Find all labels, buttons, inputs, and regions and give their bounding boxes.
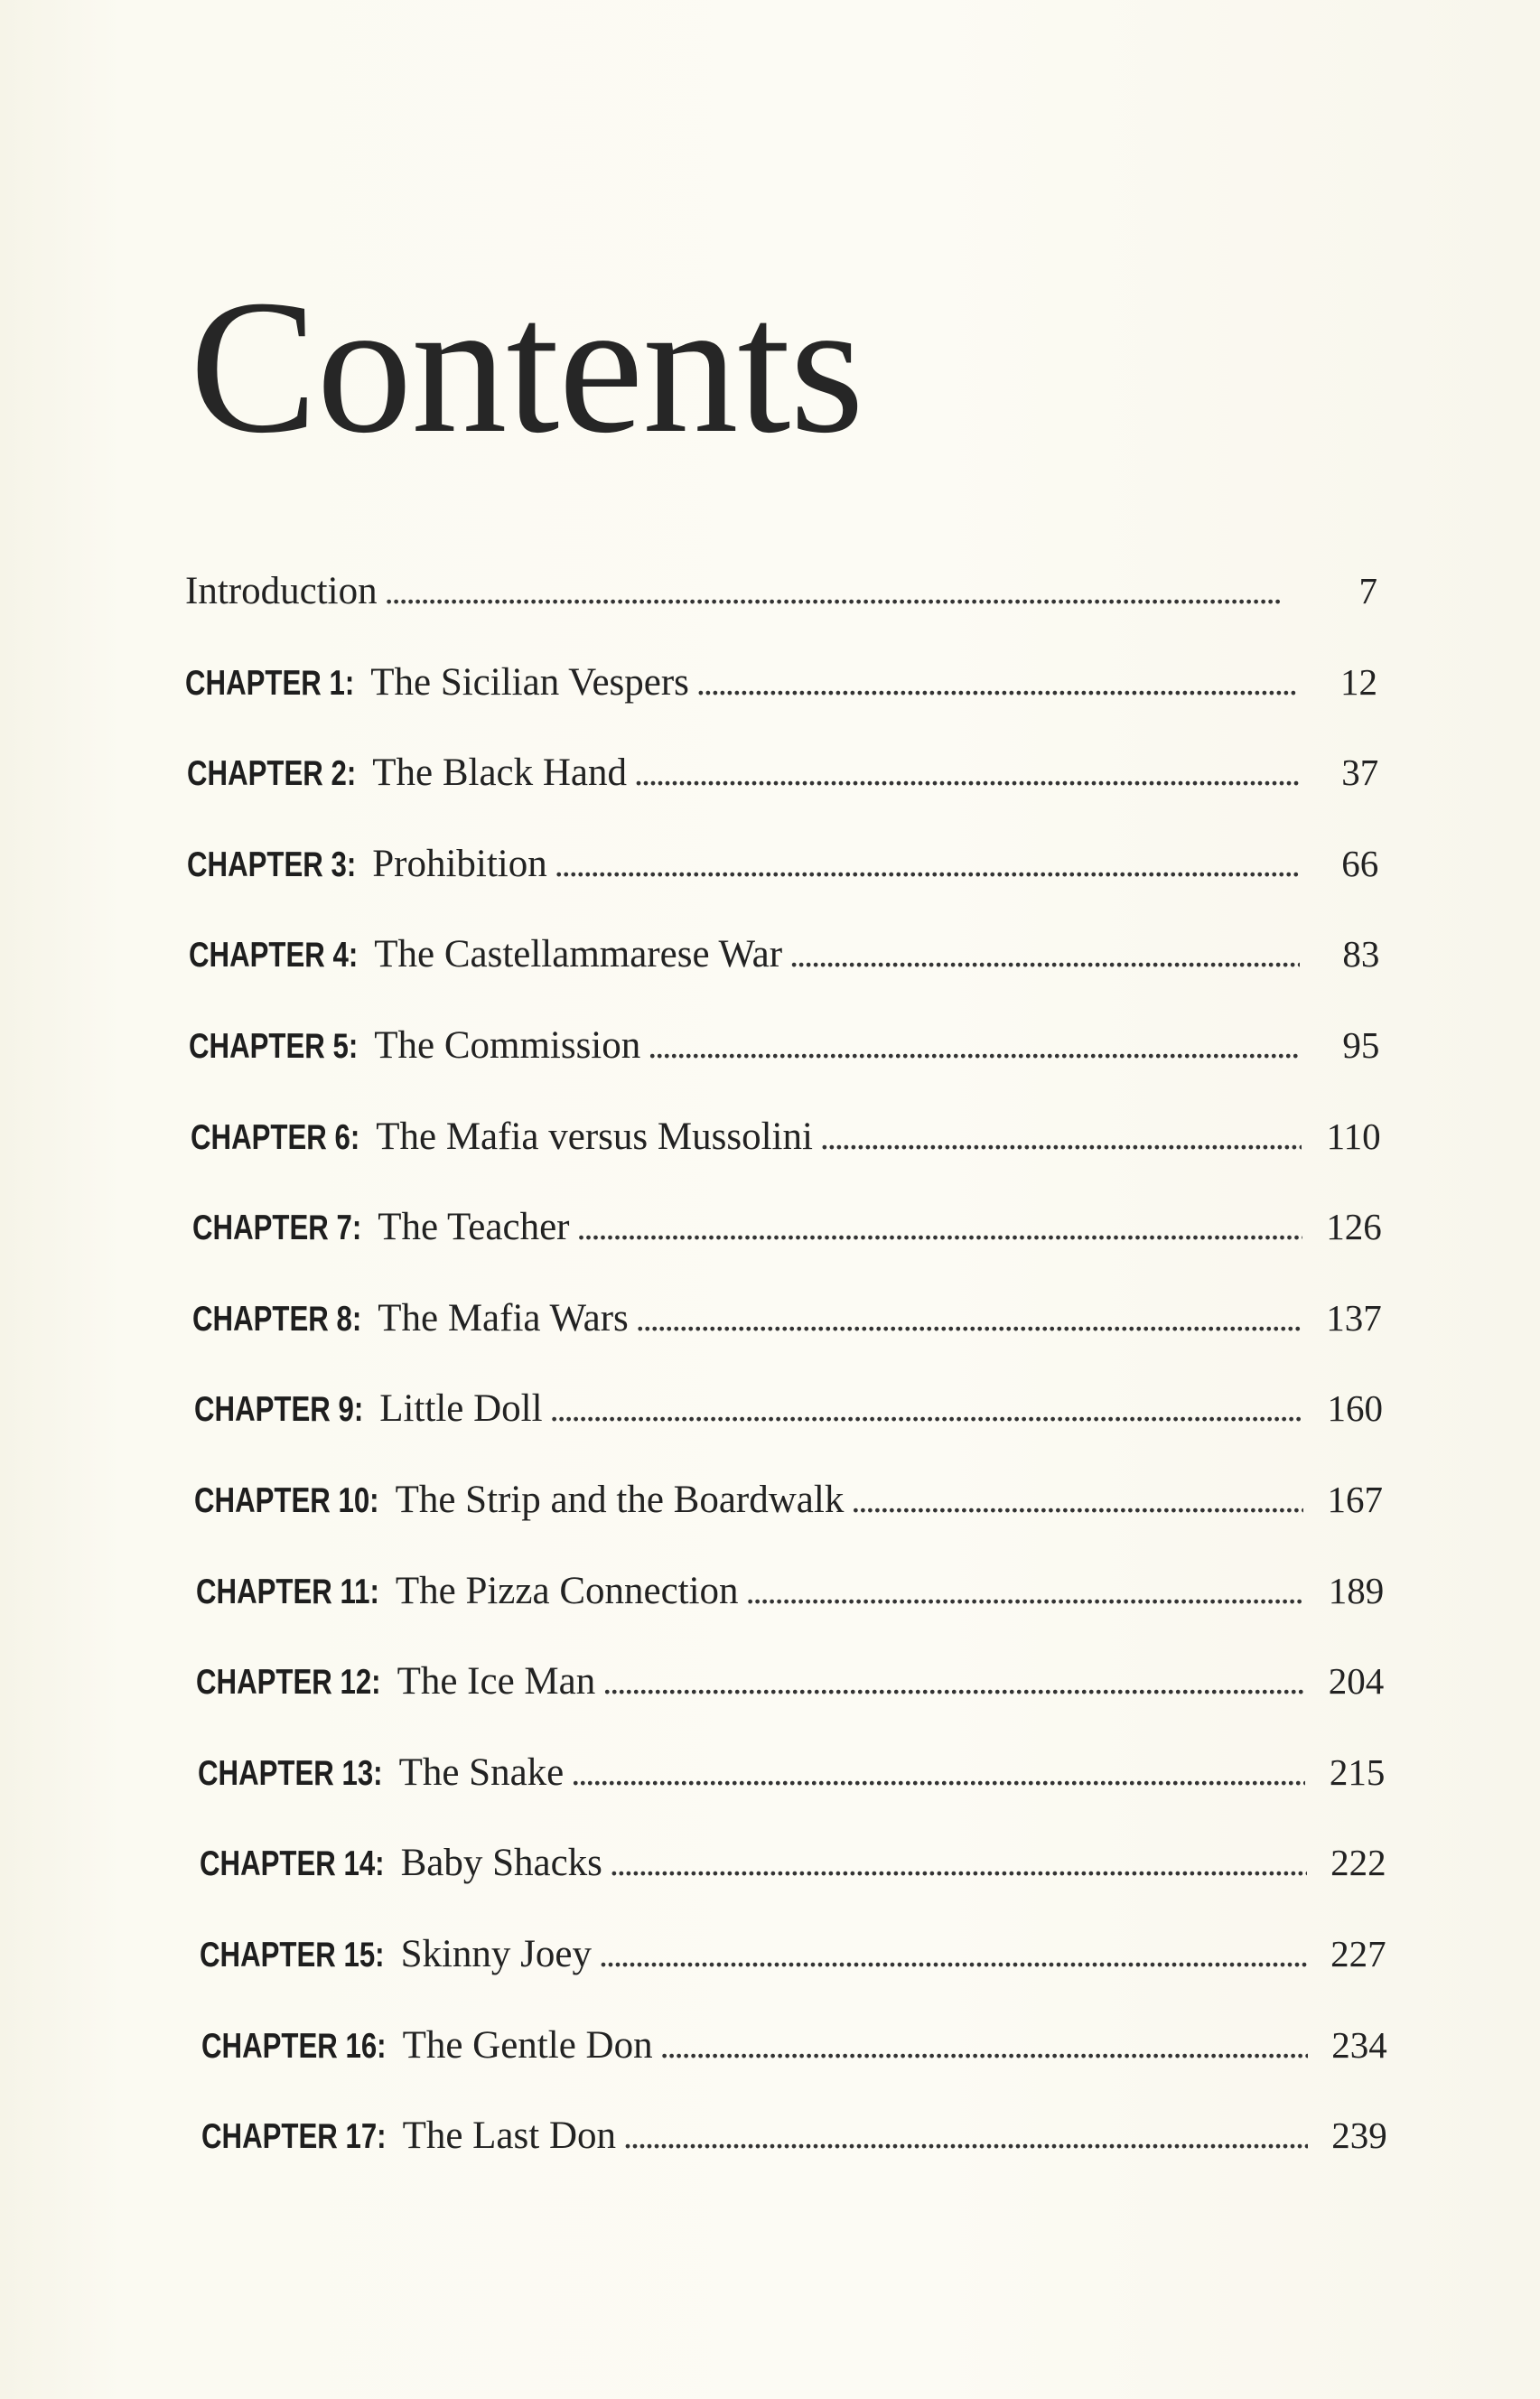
dot-leader: [623, 2114, 1308, 2157]
toc-entry: [187, 842, 1378, 933]
chapter-title: The Commission: [374, 1023, 641, 1067]
chapter-label-box: [200, 1932, 401, 1976]
chapter-title: The Teacher: [378, 1206, 570, 1249]
page-number: 167: [1327, 1478, 1383, 1520]
chapter-label: CHAPTER 7:: [192, 1209, 362, 1248]
chapter-label: CHAPTER 9:: [194, 1390, 364, 1430]
chapter-title: The Castellammarese War: [374, 933, 783, 976]
dot-leader: [599, 1933, 1307, 1975]
toc-entry: [185, 569, 1377, 660]
toc-entry: [200, 1932, 1386, 2023]
dot-leader: [660, 2024, 1308, 2067]
dot-leader: [576, 1206, 1302, 1248]
dot-leader: [746, 1570, 1305, 1612]
page-number: 227: [1330, 1932, 1386, 1974]
chapter-title: The Pizza Connection: [395, 1569, 739, 1612]
chapter-label-box: [200, 1841, 401, 1885]
page-number: 7: [1358, 570, 1377, 611]
dot-leader: [610, 1842, 1307, 1884]
toc-entry: [192, 1296, 1382, 1387]
page-number: 222: [1330, 1842, 1386, 1884]
page-number: 66: [1341, 842, 1379, 884]
toc-entry: [189, 1023, 1379, 1115]
chapter-title: Little Doll: [379, 1387, 543, 1431]
page-number: 189: [1328, 1569, 1385, 1611]
toc-entry: [192, 1205, 1382, 1296]
page-number: 239: [1331, 2114, 1387, 2157]
toc-entry: [185, 660, 1377, 751]
chapter-label-box: [185, 660, 370, 705]
page-number: 12: [1340, 660, 1377, 703]
chapter-label: CHAPTER 13:: [198, 1753, 383, 1793]
chapter-title: The Ice Man: [397, 1660, 596, 1704]
chapter-label: CHAPTER 14:: [200, 1844, 385, 1884]
page-number: 137: [1326, 1296, 1382, 1339]
chapter-title: Skinny Joey: [400, 1932, 592, 1975]
chapter-label-box: [198, 1750, 399, 1795]
page-number: 37: [1341, 751, 1379, 794]
page-number: 160: [1327, 1387, 1383, 1430]
chapter-label: CHAPTER 17:: [201, 2117, 387, 2157]
toc-entry: [187, 751, 1378, 842]
chapter-label-box: [191, 1115, 376, 1159]
chapter-label-box: [194, 1386, 379, 1431]
chapter-label-box: [196, 1659, 397, 1704]
page-number: 234: [1331, 2023, 1387, 2066]
chapter-label-box: [201, 2114, 403, 2158]
toc-entry: [189, 932, 1379, 1023]
chapter-title: The Gentle Don: [402, 2023, 653, 2067]
page-number: 110: [1326, 1115, 1381, 1157]
chapter-label-box: [192, 1205, 378, 1249]
chapter-title: The Black Hand: [372, 751, 628, 795]
chapter-label-box: [189, 932, 374, 976]
toc-entry: [196, 1659, 1384, 1750]
page-number: 95: [1342, 1023, 1380, 1066]
dot-leader: [571, 1751, 1305, 1794]
chapter-title: The Snake: [398, 1750, 565, 1794]
chapter-label: CHAPTER 15:: [200, 1935, 385, 1974]
toc-entry: [201, 2114, 1387, 2205]
dot-leader: [602, 1660, 1304, 1703]
dot-leader: [550, 1387, 1303, 1430]
chapter-label-box: [189, 1023, 374, 1068]
chapter-title: The Mafia Wars: [378, 1296, 629, 1340]
toc-entry: [200, 1841, 1386, 1932]
chapter-label-box: [187, 751, 372, 795]
chapter-label: CHAPTER 16:: [201, 2026, 387, 2066]
chapter-label: CHAPTER 8:: [192, 1299, 362, 1339]
chapter-label: CHAPTER 1:: [185, 663, 355, 703]
dot-leader: [789, 933, 1300, 975]
toc-entry: [201, 2023, 1387, 2114]
chapter-title: Baby Shacks: [400, 1842, 602, 1885]
chapter-label: CHAPTER 12:: [196, 1663, 381, 1703]
toc-entry: [191, 1115, 1381, 1206]
dot-leader: [820, 1115, 1302, 1158]
toc-entry: [194, 1478, 1383, 1569]
page-number: 215: [1329, 1750, 1386, 1793]
page-title: Contents: [190, 260, 863, 472]
chapter-title: The Last Don: [402, 2114, 616, 2158]
chapter-label: CHAPTER 5:: [189, 1026, 359, 1066]
table-of-contents: [185, 569, 1387, 2205]
chapter-title: Prohibition: [372, 842, 547, 885]
chapter-label-box: [201, 2023, 403, 2068]
page-number: 204: [1328, 1660, 1385, 1703]
chapter-label: CHAPTER 6:: [191, 1117, 360, 1157]
chapter-label: CHAPTER 4:: [189, 936, 359, 975]
toc-entry: [194, 1386, 1383, 1478]
dot-leader: [555, 843, 1299, 885]
chapter-title: The Mafia versus Mussolini: [376, 1115, 813, 1158]
dot-leader: [696, 661, 1298, 704]
chapter-label: CHAPTER 3:: [187, 845, 357, 884]
chapter-label-box: [194, 1478, 396, 1522]
dot-leader: [636, 1297, 1302, 1340]
chapter-title: The Sicilian Vespers: [370, 660, 689, 704]
dot-leader: [851, 1479, 1303, 1521]
page-number: 126: [1326, 1206, 1382, 1248]
chapter-title: The Strip and the Boardwalk: [395, 1478, 845, 1521]
dot-leader: [634, 751, 1299, 794]
chapter-label-box: [192, 1296, 378, 1340]
dot-leader: [648, 1024, 1300, 1067]
toc-entry: [196, 1569, 1384, 1660]
page-number: 83: [1342, 933, 1380, 975]
chapter-label-box: [196, 1569, 396, 1613]
chapter-label-box: [187, 842, 372, 886]
chapter-label: CHAPTER 11:: [196, 1572, 379, 1611]
chapter-label: CHAPTER 10:: [194, 1480, 379, 1520]
chapter-title: Introduction: [185, 570, 378, 612]
chapter-label: CHAPTER 2:: [187, 754, 357, 794]
dot-leader: [385, 570, 1298, 612]
toc-entry: [198, 1750, 1385, 1842]
